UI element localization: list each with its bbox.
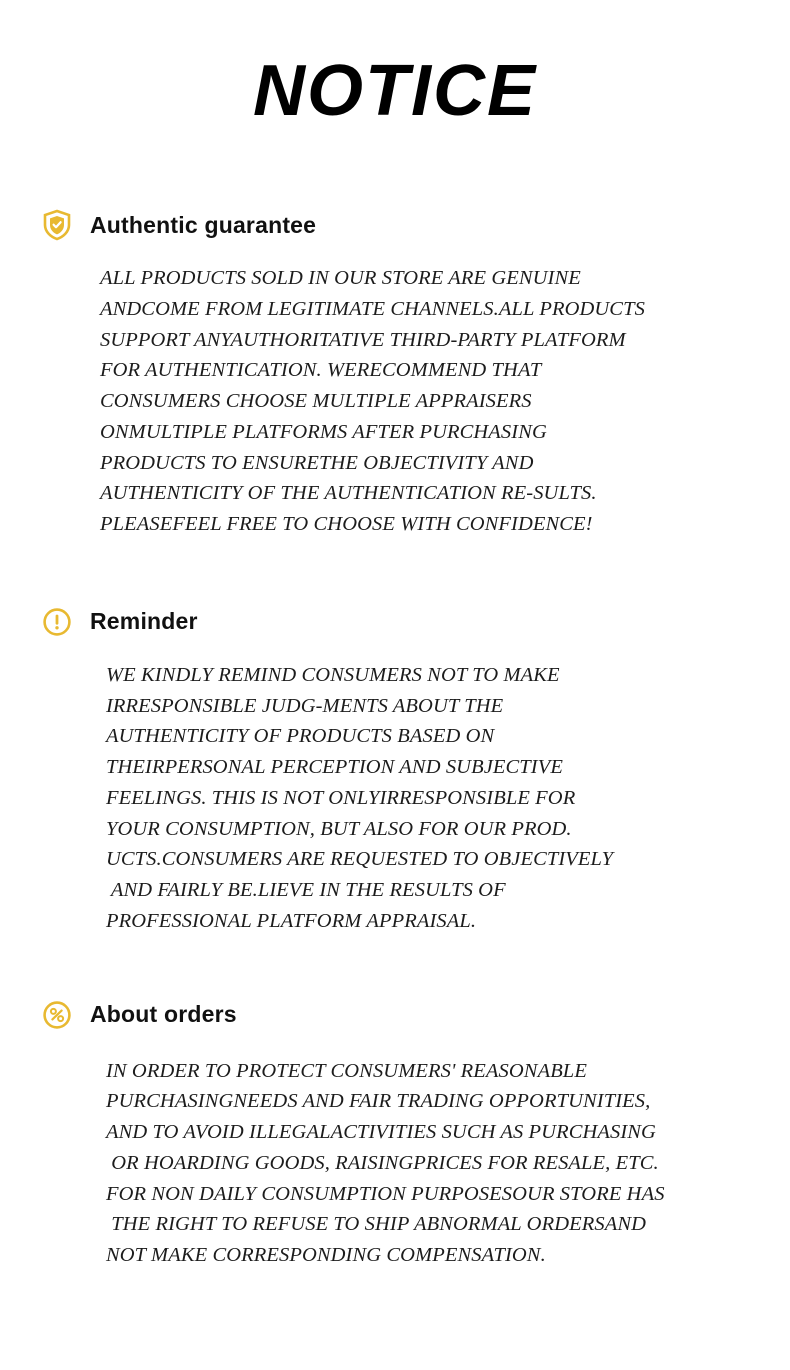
body-line: FEELINGS. THIS IS NOT ONLYIRRESPONSIBLE FOR [106, 786, 576, 809]
body-line: SUPPORT ANYAUTHORITATIVE THIRD-PARTY PLATFORM [100, 328, 626, 351]
exclamation-circle-icon [42, 606, 72, 638]
body-line: ANDCOME FROM LEGITIMATE CHANNELS.ALL PRODUCTS [100, 297, 645, 320]
body-line: PRODUCTS TO ENSURETHE OBJECTIVITY AND [100, 451, 534, 474]
body-line: WE KINDLY REMIND CONSUMERS NOT TO MAKE [106, 663, 560, 686]
body-line: PLEASEFEEL FREE TO CHOOSE WITH CONFIDENCE! [100, 513, 593, 536]
section-body [0, 1056, 790, 1271]
percent-circle-icon [42, 999, 72, 1031]
body-line: IRRESPONSIBLE JUDG-MENTS ABOUT THE [106, 694, 504, 717]
body-line: AUTHENTICITY OF PRODUCTS BASED ON [106, 725, 495, 748]
body-line: OR HOARDING GOODS, RAISINGPRICES FOR RESALE, ETC. [106, 1151, 659, 1174]
section-about-orders [0, 999, 790, 1271]
section-heading: Reminder [90, 608, 198, 635]
body-line: FOR NON DAILY CONSUMPTION PURPOSESOUR STORE HAS [106, 1182, 665, 1205]
body-line: AUTHENTICITY OF THE AUTHENTICATION RE-SULTS. [100, 482, 597, 505]
section-header [0, 209, 790, 241]
section-heading: Authentic guarantee [90, 211, 317, 238]
body-line: YOUR CONSUMPTION, BUT ALSO FOR OUR PROD. [106, 817, 572, 840]
section-header [0, 606, 790, 638]
body-line: AND FAIRLY BE.LIEVE IN THE RESULTS OF [106, 879, 506, 902]
body-line: PURCHASINGNEEDS AND FAIR TRADING OPPORTUNITIES, [106, 1090, 651, 1113]
body-line: PROFESSIONAL PLATFORM APPRAISAL. [106, 909, 477, 932]
section-header [0, 999, 790, 1031]
page-title: NOTICE [252, 51, 537, 131]
body-line: UCTS.CONSUMERS ARE REQUESTED TO OBJECTIVELY [106, 848, 614, 871]
body-line: THEIRPERSONAL PERCEPTION AND SUBJECTIVE [106, 756, 563, 779]
body-line: IN ORDER TO PROTECT CONSUMERS' REASONABLE [106, 1059, 587, 1082]
shield-check-icon [42, 209, 72, 241]
body-line: NOT MAKE CORRESPONDING COMPENSATION. [106, 1244, 546, 1267]
body-line: AND TO AVOID ILLEGALACTIVITIES SUCH AS PURCHASING [106, 1121, 656, 1144]
section-heading: About orders [90, 1001, 237, 1028]
body-line: ONMULTIPLE PLATFORMS AFTER PURCHASING [100, 420, 547, 443]
body-line: CONSUMERS CHOOSE MULTIPLE APPRAISERS [100, 390, 532, 413]
body-line: ALL PRODUCTS SOLD IN OUR STORE ARE GENUINE [100, 267, 581, 290]
section-authentic-guarantee [0, 209, 790, 540]
section-body [0, 660, 790, 937]
body-line: FOR AUTHENTICATION. WERECOMMEND THAT [100, 359, 542, 382]
section-body [0, 263, 790, 540]
body-line: THE RIGHT TO REFUSE TO SHIP ABNORMAL ORDERSAND [106, 1213, 646, 1236]
section-reminder [0, 606, 790, 937]
